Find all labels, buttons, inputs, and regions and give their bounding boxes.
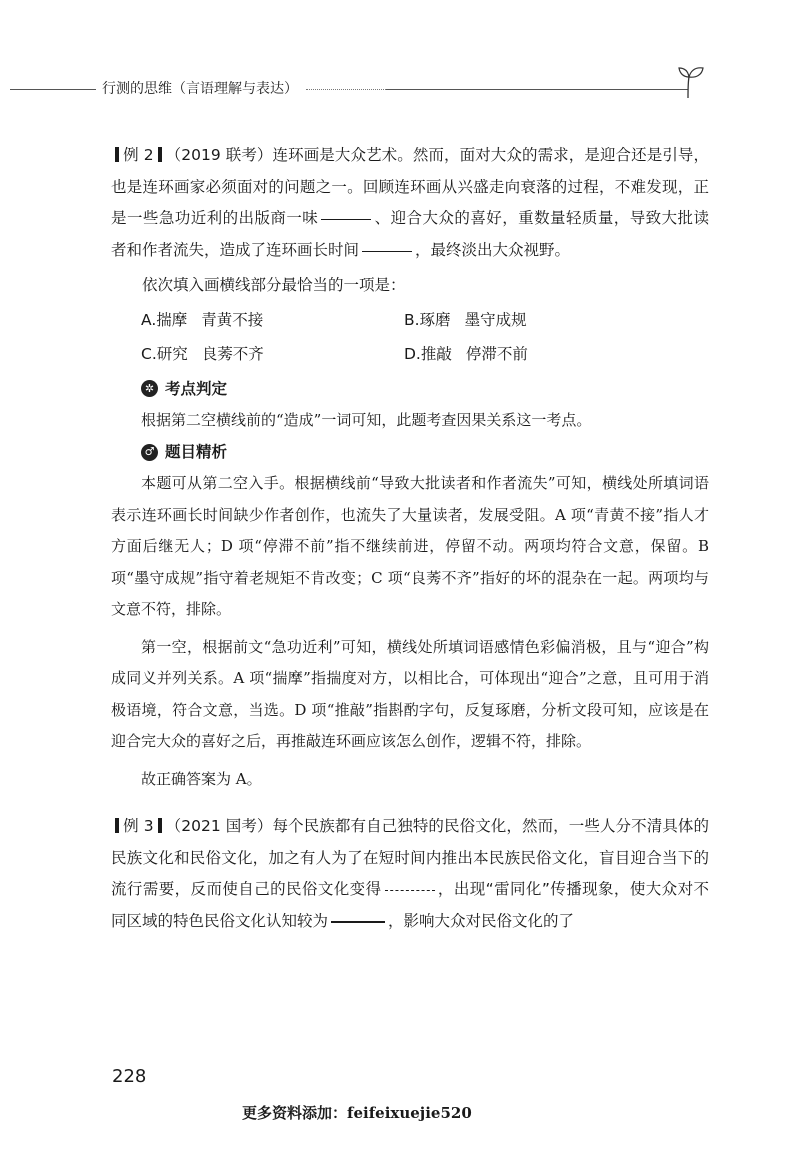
analysis-paragraph-2: 第一空，根据前文“急功近利”可知，横线处所填词语感情色彩偏消极，且与“迎合”构成同义并列关系。A 项“揣摩”指揣度对方，以相比合，可体现出“迎合”之意，且可用于消极语境，符合文意，当选。D 项“推敲”指斟酌字句，反复琢磨，分析文段可知，应该是在迎合完大众的喜好之后，再推敲连环画应该怎么创作，逻辑不符，排除。 <box>111 637 709 750</box>
option-c-letter: C. <box>141 344 157 363</box>
point-heading <box>141 373 709 405</box>
sprout-icon <box>676 62 706 98</box>
option-a-word1: 揣摩 <box>156 310 188 329</box>
point-text: 根据第二空横线前的“造成”一词可知，此题考查因果关系这一考点。 <box>141 410 592 429</box>
header-title: 行测的思维（言语理解与表达） <box>102 81 298 97</box>
header-rule-dotted <box>306 89 386 90</box>
example-bar-right <box>158 147 162 162</box>
option-a-letter: A. <box>141 310 157 329</box>
example-bar-right <box>158 818 162 833</box>
analysis-heading-text: 题目精析 <box>165 443 228 461</box>
option-b-word2: 墨守成规 <box>464 310 527 329</box>
example-2-text-1: 连环画是大众艺术。然而，面对大众的需求，是迎合还是引导，也是连环画家必须面对的问题之一。回顾连环画从兴盛走向衰落的过程，不难发现，正是一些急功近利的出版商一味 <box>111 146 710 227</box>
target-icon: ✲ <box>141 380 158 397</box>
answer-line: 故正确答案为 A。 <box>141 769 262 788</box>
footer-note: 更多资料添加：feifeixuejie520 <box>242 1104 472 1122</box>
point-heading-text: 考点判定 <box>165 379 228 398</box>
header-rule-left <box>10 89 96 90</box>
example-2-source: （2019 联考） <box>165 146 273 164</box>
example-3-stem <box>111 811 709 937</box>
option-d-word2: 停滞不前 <box>465 344 528 363</box>
blank-line-4 <box>331 920 385 923</box>
blank-line-2 <box>362 250 412 252</box>
example-3-label: 例 3 <box>123 817 154 835</box>
option-c <box>141 337 264 371</box>
option-d-word1: 推敲 <box>420 344 452 363</box>
example-2-text-3: ，最终淡出大众视野。 <box>415 240 571 259</box>
option-d-letter: D. <box>404 344 421 363</box>
blank-line-3 <box>385 889 435 891</box>
example-2-stem <box>111 140 709 266</box>
header-rule-right <box>386 89 688 90</box>
option-a <box>141 303 263 337</box>
page-content <box>111 140 709 937</box>
example-bar-left <box>115 818 119 833</box>
option-c-word1: 研究 <box>156 344 188 363</box>
analysis-icon: ♂ <box>141 444 158 461</box>
blank-line-1 <box>321 218 371 220</box>
answer-options <box>111 303 709 373</box>
example-2-question: 依次填入画横线部分最恰当的一项是： <box>142 276 406 294</box>
example-bar-left <box>115 147 119 162</box>
example-3-text-2: ，出现“雷同化”传播现象，使大众对不同区域的特色民俗文化认知较为 <box>111 880 709 930</box>
example-2-label: 例 2 <box>123 146 154 164</box>
analysis-heading <box>141 436 709 468</box>
example-3-source: （2021 国考） <box>165 817 273 835</box>
option-d <box>404 337 528 371</box>
analysis-paragraph-1: 本题可从第二空入手。根据横线前“导致大批读者和作者流失”可知，横线处所填词语表示连环画长时间缺少作者创作，也流失了大量读者，发展受阻。A 项“青黄不接”指人才方面后继无人；D 项“停滞不前”指不继续前进，停留不动。两项均符合文意，保留。B 项“墨守成规”指守着老规矩不肯改变；C 项“良莠不齐”指好的坏的混杂在一起。两项均与文意不符，排除。 <box>111 474 709 618</box>
example-2-text-2: 、迎合大众的喜好，重数量轻质量，导致大批读者和作者流失，造成了连环画长时间 <box>111 209 709 259</box>
option-b-word1: 琢磨 <box>419 310 451 329</box>
option-a-word2: 青黄不接 <box>201 310 264 329</box>
option-b-letter: B. <box>404 310 420 329</box>
example-3-text-3: ，影响大众对民俗文化的了 <box>388 911 575 930</box>
running-header <box>0 58 800 108</box>
option-b <box>404 303 527 337</box>
example-3-text-1: 每个民族都有自己独特的民俗文化，然而，一些人分不清具体的民族文化和民俗文化，加之有人为了在短时间内推出本民族民俗文化，盲目迎合当下的流行需要，反而使自己的民俗文化变得 <box>111 817 710 898</box>
option-c-word2: 良莠不齐 <box>201 344 264 363</box>
page-number: 228 <box>112 1066 147 1087</box>
